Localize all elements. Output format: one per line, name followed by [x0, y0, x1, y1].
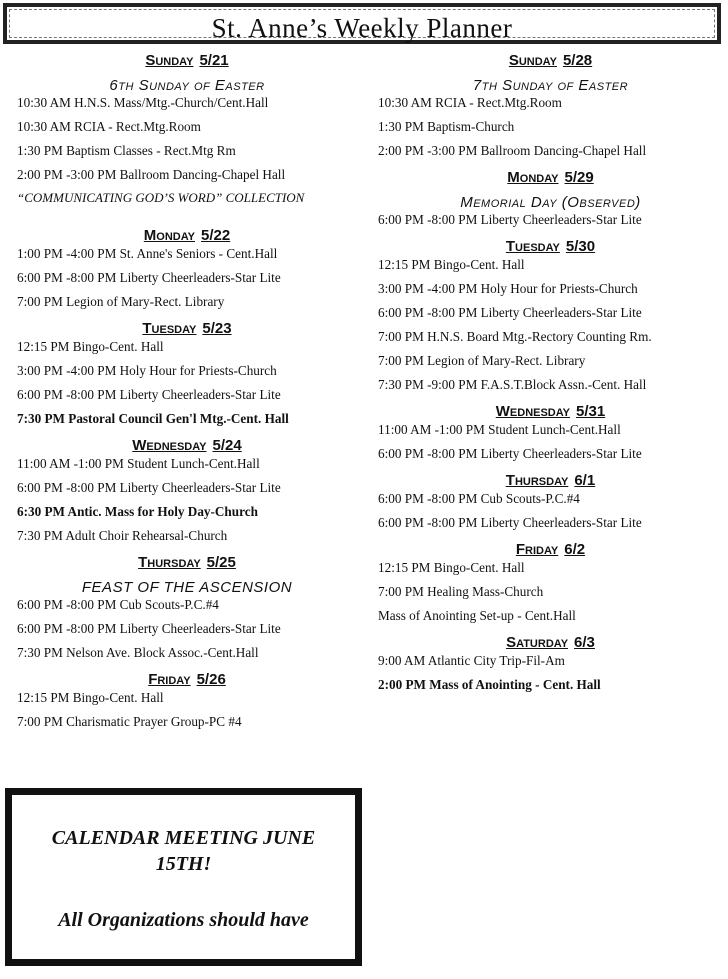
event-item: 2:00 PM -3:00 PM Ballroom Dancing-Chapel Hall [378, 143, 647, 158]
event-item: 7:00 PM H.N.S. Board Mtg.-Rectory Counting Rm. [378, 329, 652, 344]
day-label: Friday [515, 541, 559, 558]
day-label: Wednesday [132, 437, 207, 454]
day-label: Tuesday [142, 320, 197, 337]
day-date: 5/23 [202, 320, 232, 337]
event-item: 1:30 PM Baptism Classes - Rect.Mtg Rm [17, 143, 236, 158]
day-heading-thursday-5-25 [17, 554, 357, 571]
day-heading-monday-5-29 [378, 169, 723, 186]
event-item: 11:00 AM -1:00 PM Student Lunch-Cent.Hall [17, 456, 260, 471]
day-heading-monday-5-22 [17, 227, 357, 244]
event-item: 7:30 PM Nelson Ave. Block Assoc.-Cent.Hall [17, 645, 259, 660]
event-item: 1:00 PM -4:00 PM St. Anne's Seniors - Cent.Hall [17, 246, 278, 261]
day-date: 6/2 [564, 541, 586, 558]
day-label: Sunday [508, 52, 557, 69]
event-item: 3:00 PM -4:00 PM Holy Hour for Priests-Church [17, 363, 277, 378]
event-item: 7:00 PM Charismatic Prayer Group-PC #4 [17, 714, 242, 729]
event-item: 6:00 PM -8:00 PM Liberty Cheerleaders-Star Lite [17, 387, 281, 402]
day-heading-wednesday-5-24 [17, 437, 357, 454]
event-item: 6:00 PM -8:00 PM Liberty Cheerleaders-Star Lite [378, 515, 642, 530]
event-item: 6:00 PM -8:00 PM Cub Scouts-P.C.#4 [17, 597, 219, 612]
day-date: 5/30 [565, 238, 596, 255]
day-label: Monday [143, 227, 195, 244]
event-item-highlight: 6:30 PM Antic. Mass for Holy Day-Church [17, 504, 258, 519]
event-item: 1:30 PM Baptism-Church [378, 119, 515, 134]
event-item: 6:00 PM -8:00 PM Liberty Cheerleaders-Star Lite [17, 480, 281, 495]
day-heading-sunday-5-28 [378, 52, 723, 69]
page-title: St. Anne’s Weekly Planner [211, 13, 513, 43]
feast-label: 6th Sunday of Easter [109, 77, 265, 94]
day-label: Sunday [145, 52, 194, 69]
day-heading-friday-6-2 [378, 541, 723, 558]
day-label: Saturday [506, 634, 569, 651]
event-item: 6:00 PM -8:00 PM Liberty Cheerleaders-Star Lite [17, 270, 281, 285]
event-item: 6:00 PM -8:00 PM Liberty Cheerleaders-Star Lite [378, 212, 642, 227]
event-item-highlight: 2:00 PM Mass of Anointing - Cent. Hall [378, 677, 601, 692]
day-heading-saturday-6-3 [378, 634, 723, 651]
day-heading-thursday-6-1 [378, 472, 723, 489]
event-item: 7:30 PM -9:00 PM F.A.S.T.Block Assn.-Cent. Hall [378, 377, 647, 392]
day-date: 5/26 [196, 671, 226, 688]
event-item: 10:30 AM H.N.S. Mass/Mtg.-Church/Cent.Hall [17, 95, 269, 110]
event-item: 7:30 PM Adult Choir Rehearsal-Church [17, 528, 228, 543]
day-label: Tuesday [505, 238, 560, 255]
day-label: Wednesday [495, 403, 571, 420]
day-date: 5/21 [199, 52, 229, 69]
day-label: Friday [148, 671, 191, 688]
day-date: 6/3 [574, 634, 595, 651]
event-item: 2:00 PM -3:00 PM Ballroom Dancing-Chapel Hall [17, 167, 286, 182]
event-item: 12:15 PM Bingo-Cent. Hall [378, 560, 525, 575]
event-item: 10:30 AM RCIA - Rect.Mtg.Room [378, 95, 562, 110]
notice-subline: All Organizations should have [58, 909, 309, 931]
day-heading-friday-5-26 [17, 671, 357, 688]
day-heading-tuesday-5-23 [17, 320, 357, 337]
day-date: 5/25 [206, 554, 236, 571]
right-column [378, 50, 723, 701]
event-item: 11:00 AM -1:00 PM Student Lunch-Cent.Hall [378, 422, 621, 437]
calendar-meeting-notice [5, 788, 362, 966]
day-heading-sunday-5-21 [17, 52, 357, 69]
event-item: 6:00 PM -8:00 PM Liberty Cheerleaders-Star Lite [378, 446, 642, 461]
event-item-highlight: 7:30 PM Pastoral Council Gen'l Mtg.-Cent. Hall [17, 411, 289, 426]
feast-label: FEAST OF THE ASCENSION [81, 579, 293, 596]
event-item: 10:30 AM RCIA - Rect.Mtg.Room [17, 119, 201, 134]
event-item: 7:00 PM Legion of Mary-Rect. Library [17, 294, 225, 309]
day-date: 6/1 [574, 472, 596, 489]
day-date: 5/24 [212, 437, 242, 454]
day-date: 5/22 [201, 227, 231, 244]
event-item: 7:00 PM Healing Mass-Church [378, 584, 544, 599]
day-heading-tuesday-5-30 [378, 238, 723, 255]
event-item: 9:00 AM Atlantic City Trip-Fil-Am [378, 653, 565, 668]
left-column [17, 50, 357, 738]
day-date: 5/28 [562, 52, 593, 69]
event-item: 6:00 PM -8:00 PM Liberty Cheerleaders-Star Lite [17, 621, 281, 636]
day-label: Monday [507, 169, 559, 186]
notice-headline: CALENDAR MEETING JUNE 15TH! [51, 827, 316, 875]
day-label: Thursday [138, 554, 201, 571]
event-item: Mass of Anointing Set-up - Cent.Hall [378, 608, 576, 623]
day-date: 5/31 [576, 403, 606, 420]
collection-note: “COMMUNICATING GOD’S WORD” COLLECTION [17, 190, 305, 205]
event-item: 12:15 PM Bingo-Cent. Hall [17, 690, 164, 705]
event-item: 7:00 PM Legion of Mary-Rect. Library [378, 353, 586, 368]
event-item: 6:00 PM -8:00 PM Cub Scouts-P.C.#4 [378, 491, 580, 506]
event-item: 12:15 PM Bingo-Cent. Hall [17, 339, 164, 354]
feast-label: 7th Sunday of Easter [472, 77, 629, 94]
event-item: 6:00 PM -8:00 PM Liberty Cheerleaders-Star Lite [378, 305, 642, 320]
day-label: Thursday [505, 472, 569, 489]
feast-label: Memorial Day (Observed) [460, 194, 641, 211]
day-date: 5/29 [564, 169, 594, 186]
event-item: 12:15 PM Bingo-Cent. Hall [378, 257, 525, 272]
event-item: 3:00 PM -4:00 PM Holy Hour for Priests-Church [378, 281, 638, 296]
day-heading-wednesday-5-31 [378, 403, 723, 420]
title-bar [3, 3, 721, 44]
